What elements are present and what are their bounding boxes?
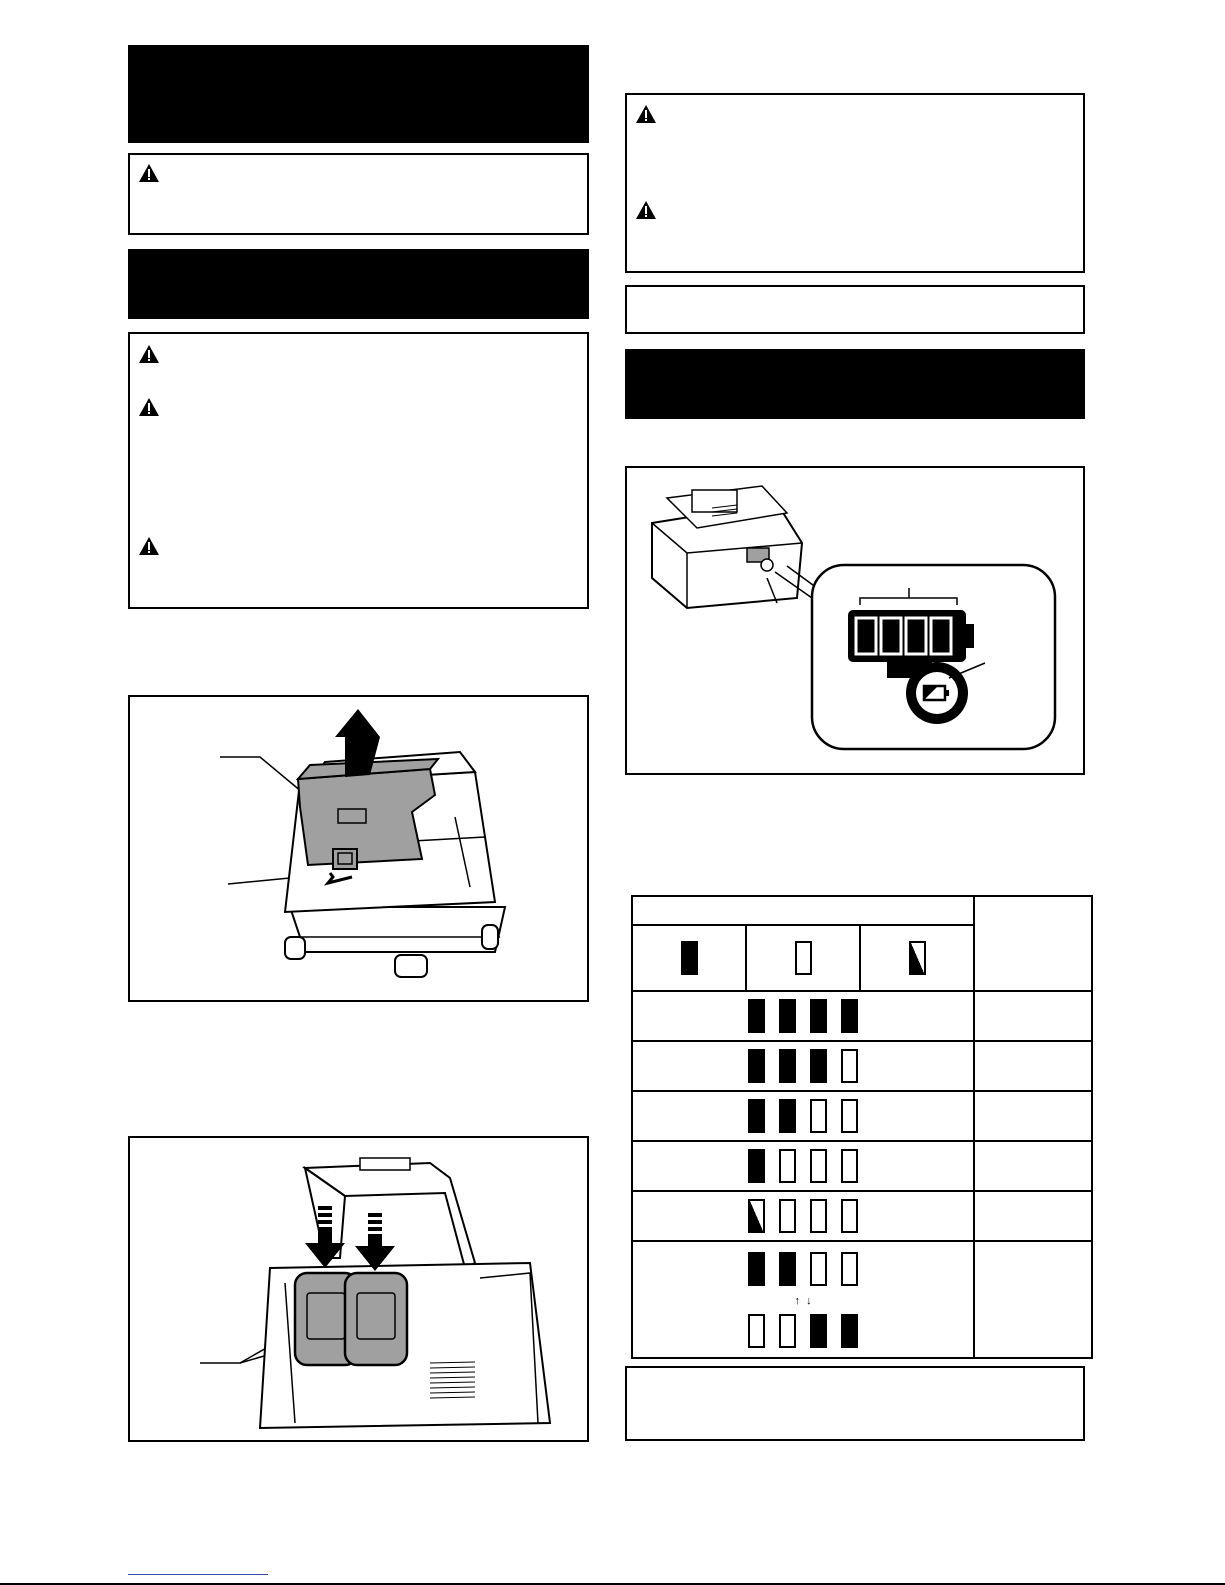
battery-insertion-illustration (130, 1138, 587, 1440)
lamp-on-icon (841, 999, 858, 1033)
lamp-off-icon (810, 1199, 827, 1233)
lamp-off-icon (841, 1049, 858, 1083)
capacity-cell (974, 1091, 1092, 1141)
lamp-off-icon (779, 1149, 796, 1183)
lamp-on-icon (779, 1252, 796, 1286)
lamp-off-icon (795, 941, 812, 975)
lamp-on-icon (681, 941, 698, 975)
warning-triangle-icon (138, 163, 160, 183)
warning-triangle-icon (138, 344, 160, 364)
lamp-on-icon (748, 1049, 765, 1083)
lamp-off-icon (779, 1199, 796, 1233)
lamp-blinking-icon (909, 941, 926, 975)
lamp-off-icon (810, 1252, 827, 1286)
warning-box (128, 153, 589, 235)
vacuum-cover-illustration (130, 697, 587, 1000)
lamp-on-icon (779, 1049, 796, 1083)
legend-cell (860, 925, 974, 991)
lamp-on-icon (748, 1099, 765, 1133)
indicator-lamp-table (631, 895, 1093, 1359)
lamp-off-icon (810, 1099, 827, 1133)
lamp-on-icon (748, 999, 765, 1033)
capacity-cell (974, 1141, 1092, 1191)
warning-box (625, 93, 1085, 273)
warning-triangle-icon (635, 104, 657, 124)
table-header-cell (974, 896, 1092, 991)
lamp-on-icon (810, 1049, 827, 1083)
footer-link-underline[interactable] (128, 1574, 268, 1575)
lamp-off-icon (748, 1314, 765, 1348)
capacity-cell (974, 991, 1092, 1041)
figure-insert-batteries (128, 1136, 589, 1442)
lamp-row (632, 1091, 974, 1141)
lamp-on-icon (779, 999, 796, 1033)
note-box (625, 285, 1085, 334)
capacity-cell (974, 1041, 1092, 1091)
figure-battery-indicator (625, 466, 1085, 775)
section-header-bar (128, 45, 589, 143)
lamp-on-icon (748, 1252, 765, 1286)
warning-box (128, 332, 589, 609)
table-row (632, 1241, 1092, 1358)
note-box (625, 1366, 1085, 1441)
section-header-bar (128, 249, 589, 319)
lamp-row (632, 1041, 974, 1091)
battery-capacity-illustration (627, 468, 1083, 773)
lamp-row (632, 991, 974, 1041)
lamp-off-icon (779, 1314, 796, 1348)
table-row (632, 1041, 1092, 1091)
lamp-off-icon (810, 1149, 827, 1183)
table-row (632, 1141, 1092, 1191)
lamp-on-icon (841, 1314, 858, 1348)
lamp-off-icon (841, 1099, 858, 1133)
lamp-on-icon (810, 999, 827, 1033)
lamp-off-icon (841, 1149, 858, 1183)
legend-cell (746, 925, 860, 991)
legend-cell (632, 925, 746, 991)
warning-triangle-icon (138, 536, 160, 556)
table-row (632, 1091, 1092, 1141)
table-row (632, 1191, 1092, 1241)
lamp-on-icon (779, 1099, 796, 1133)
lamp-off-icon (841, 1252, 858, 1286)
warning-triangle-icon (138, 397, 160, 417)
capacity-cell (974, 1241, 1092, 1358)
lamp-row (632, 1141, 974, 1191)
table-row (632, 991, 1092, 1041)
warning-triangle-icon (635, 200, 657, 220)
section-header-bar (625, 349, 1085, 419)
lamp-row-alternating (632, 1241, 974, 1358)
figure-open-cover (128, 695, 589, 1002)
table-header-cell (632, 896, 974, 925)
lamp-row (632, 1191, 974, 1241)
arrow-down-icon: ↓ (806, 1294, 812, 1307)
lamp-off-icon (841, 1199, 858, 1233)
lamp-blinking-icon (748, 1199, 765, 1233)
capacity-cell (974, 1191, 1092, 1241)
lamp-on-icon (748, 1149, 765, 1183)
arrow-up-icon: ↑ (794, 1294, 800, 1307)
lamp-on-icon (810, 1314, 827, 1348)
